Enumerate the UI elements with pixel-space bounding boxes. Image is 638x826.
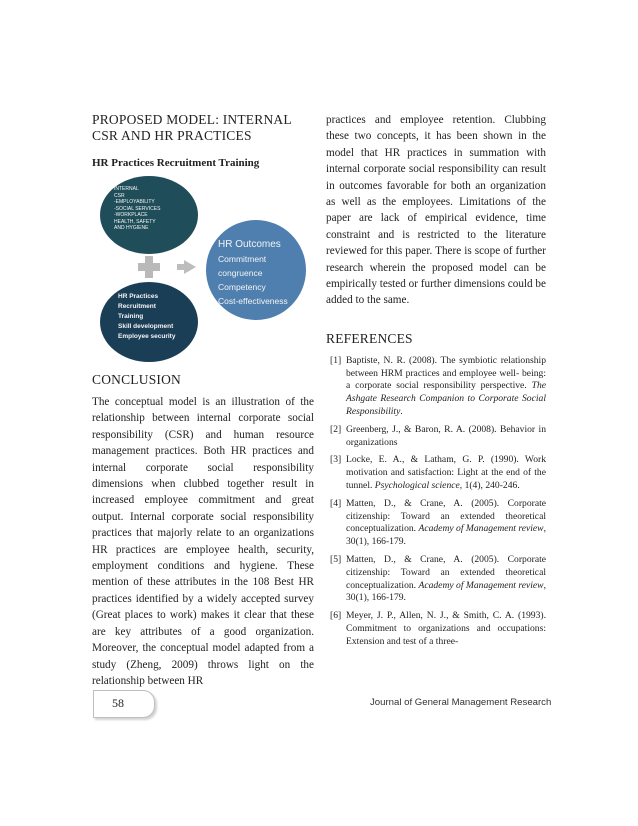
model-heading-line2: CSR AND HR PRACTICES bbox=[92, 128, 252, 143]
reference-text: Matten, D., & Crane, A. (2005). Corporate citizenship: Toward an extended theoretical conceptualization. bbox=[346, 554, 546, 591]
figure-label: Recruitment bbox=[118, 303, 156, 310]
conclusion-paragraph: The conceptual model is an illustration of the relationship between internal corporate social responsibility (CSR) and human resource management practices. Both HR practices and internal corporate social responsibility dimensions when clubbed together result in increased employee commitment and great output. Internal corporate social responsibility practices that majorly relate to an organizations HR practices are employee health, security, employment conditions and hygiene. These mention of these attributes in the 108 Best HR practices identified by a widely accepted survey (Great places to work) makes it clear that these are key attributes of a good organization. Moreover, the conceptual model adapted from a study (Zheng, 2009) throws light on the relationship between HR bbox=[92, 396, 314, 687]
internal-csr-circle bbox=[100, 176, 198, 254]
figure-label: Training bbox=[118, 313, 144, 320]
figure-label: -SOCIAL SERVICES bbox=[114, 205, 161, 212]
reference-number: [1] bbox=[330, 354, 342, 366]
reference-item bbox=[326, 355, 546, 419]
figure-label: Employee security bbox=[118, 333, 176, 340]
reference-text: Greenberg, J., & Baron, R. A. (2008). Behavior in organizations bbox=[346, 423, 546, 448]
reference-tail: , 30(1), 166-179. bbox=[346, 579, 546, 604]
references-heading: REFERENCES bbox=[326, 330, 413, 346]
journal-name: Journal of General Management Research bbox=[370, 697, 552, 708]
reference-number: [2] bbox=[330, 423, 342, 435]
hr-outcomes-title: HR Outcomes bbox=[218, 239, 281, 250]
hr-practices-circle bbox=[100, 282, 198, 362]
reference-item bbox=[326, 554, 546, 605]
reference-text: Baptiste, N. R. (2008). The symbiotic relationship between HRM practices and employee well- being: a corporate social responsibility perspective. bbox=[346, 354, 546, 392]
reference-source: Academy of Management review bbox=[418, 523, 544, 535]
reference-text: Locke, E. A., & Latham, G. P. (1990). Work motivation and satisfaction: Light at the end of the tunnel. bbox=[346, 454, 546, 492]
plus-icon bbox=[138, 256, 160, 278]
continued-paragraph: practices and employee retention. Clubbing these two concepts, it has been shown in the model that HR practices in summation with internal corporate social responsibility can result in outcomes favorable for both an organization as well as the employees. Limitations of the paper are lack of empirical evidence, time constraint and is restricted to the literature reviewed for this paper. There is scope of further research wherein the proposed model can be empirically tested or further dimensions could be added to the same. bbox=[326, 114, 546, 307]
figure-label: Skill development bbox=[118, 323, 174, 330]
figure-label: AND HYGIENE bbox=[114, 225, 149, 231]
figure-label: congruence bbox=[218, 268, 263, 278]
figure-label: -WORKPLACE bbox=[114, 212, 148, 218]
reference-source: Academy of Management review bbox=[418, 579, 544, 591]
reference-number: [3] bbox=[330, 454, 342, 466]
hr-outcomes-circle bbox=[206, 220, 306, 320]
reference-tail: . bbox=[400, 406, 403, 418]
reference-tail: , 1(4), 240-246. bbox=[459, 480, 520, 492]
proposed-model-figure bbox=[92, 176, 302, 364]
hr-outcomes-items bbox=[218, 252, 288, 308]
figure-label: Cost-effectiveness bbox=[218, 296, 288, 306]
reference-tail: , 30(1), 166-179. bbox=[346, 523, 546, 548]
arrow-tail bbox=[177, 264, 184, 270]
right-column bbox=[326, 112, 546, 654]
reference-item bbox=[326, 454, 546, 492]
reference-item bbox=[326, 424, 546, 450]
figure-label: HEALTH, SAFETY bbox=[114, 218, 156, 225]
arrow-right-icon bbox=[184, 260, 196, 274]
model-heading-line1: PROPOSED MODEL: INTERNAL bbox=[92, 112, 292, 127]
page-number: 58 bbox=[112, 696, 124, 710]
hr-practices-list bbox=[118, 292, 175, 342]
figure-label: CSR bbox=[114, 192, 125, 199]
internal-csr-list bbox=[114, 186, 160, 232]
reference-text: Matten, D., & Crane, A. (2005). Corporate citizenship: Toward an extended theoretical conceptualization. bbox=[346, 497, 546, 535]
reference-number: [4] bbox=[330, 497, 342, 509]
figure-label: Competency bbox=[218, 282, 266, 292]
reference-item bbox=[326, 498, 546, 549]
reference-source: Psychological science bbox=[374, 480, 460, 492]
figure-label: INTERNAL bbox=[114, 186, 139, 192]
reference-number: [5] bbox=[330, 554, 342, 566]
model-heading bbox=[92, 112, 314, 144]
figure-label: HR Practices bbox=[118, 293, 159, 300]
hr-outcomes-list bbox=[218, 238, 288, 308]
figure-label: Commitment bbox=[218, 254, 267, 264]
reference-number: [6] bbox=[330, 610, 342, 622]
conclusion-heading: CONCLUSION bbox=[92, 372, 182, 387]
reference-source: The Ashgate Research Companion to Corporate Social Responsibility bbox=[346, 380, 546, 418]
references-list bbox=[326, 355, 546, 649]
page-number-badge bbox=[93, 690, 155, 718]
reference-item bbox=[326, 610, 546, 648]
reference-text: Meyer, J. P., Allen, N. J., & Smith, C. A. (1993). Commitment to organizations and occupations: Extension and test of a three- bbox=[346, 610, 546, 647]
left-column bbox=[92, 112, 314, 689]
model-subheading: HR Practices Recruitment Training bbox=[92, 157, 260, 169]
figure-label: -EMPLOYABILITY bbox=[114, 199, 155, 205]
